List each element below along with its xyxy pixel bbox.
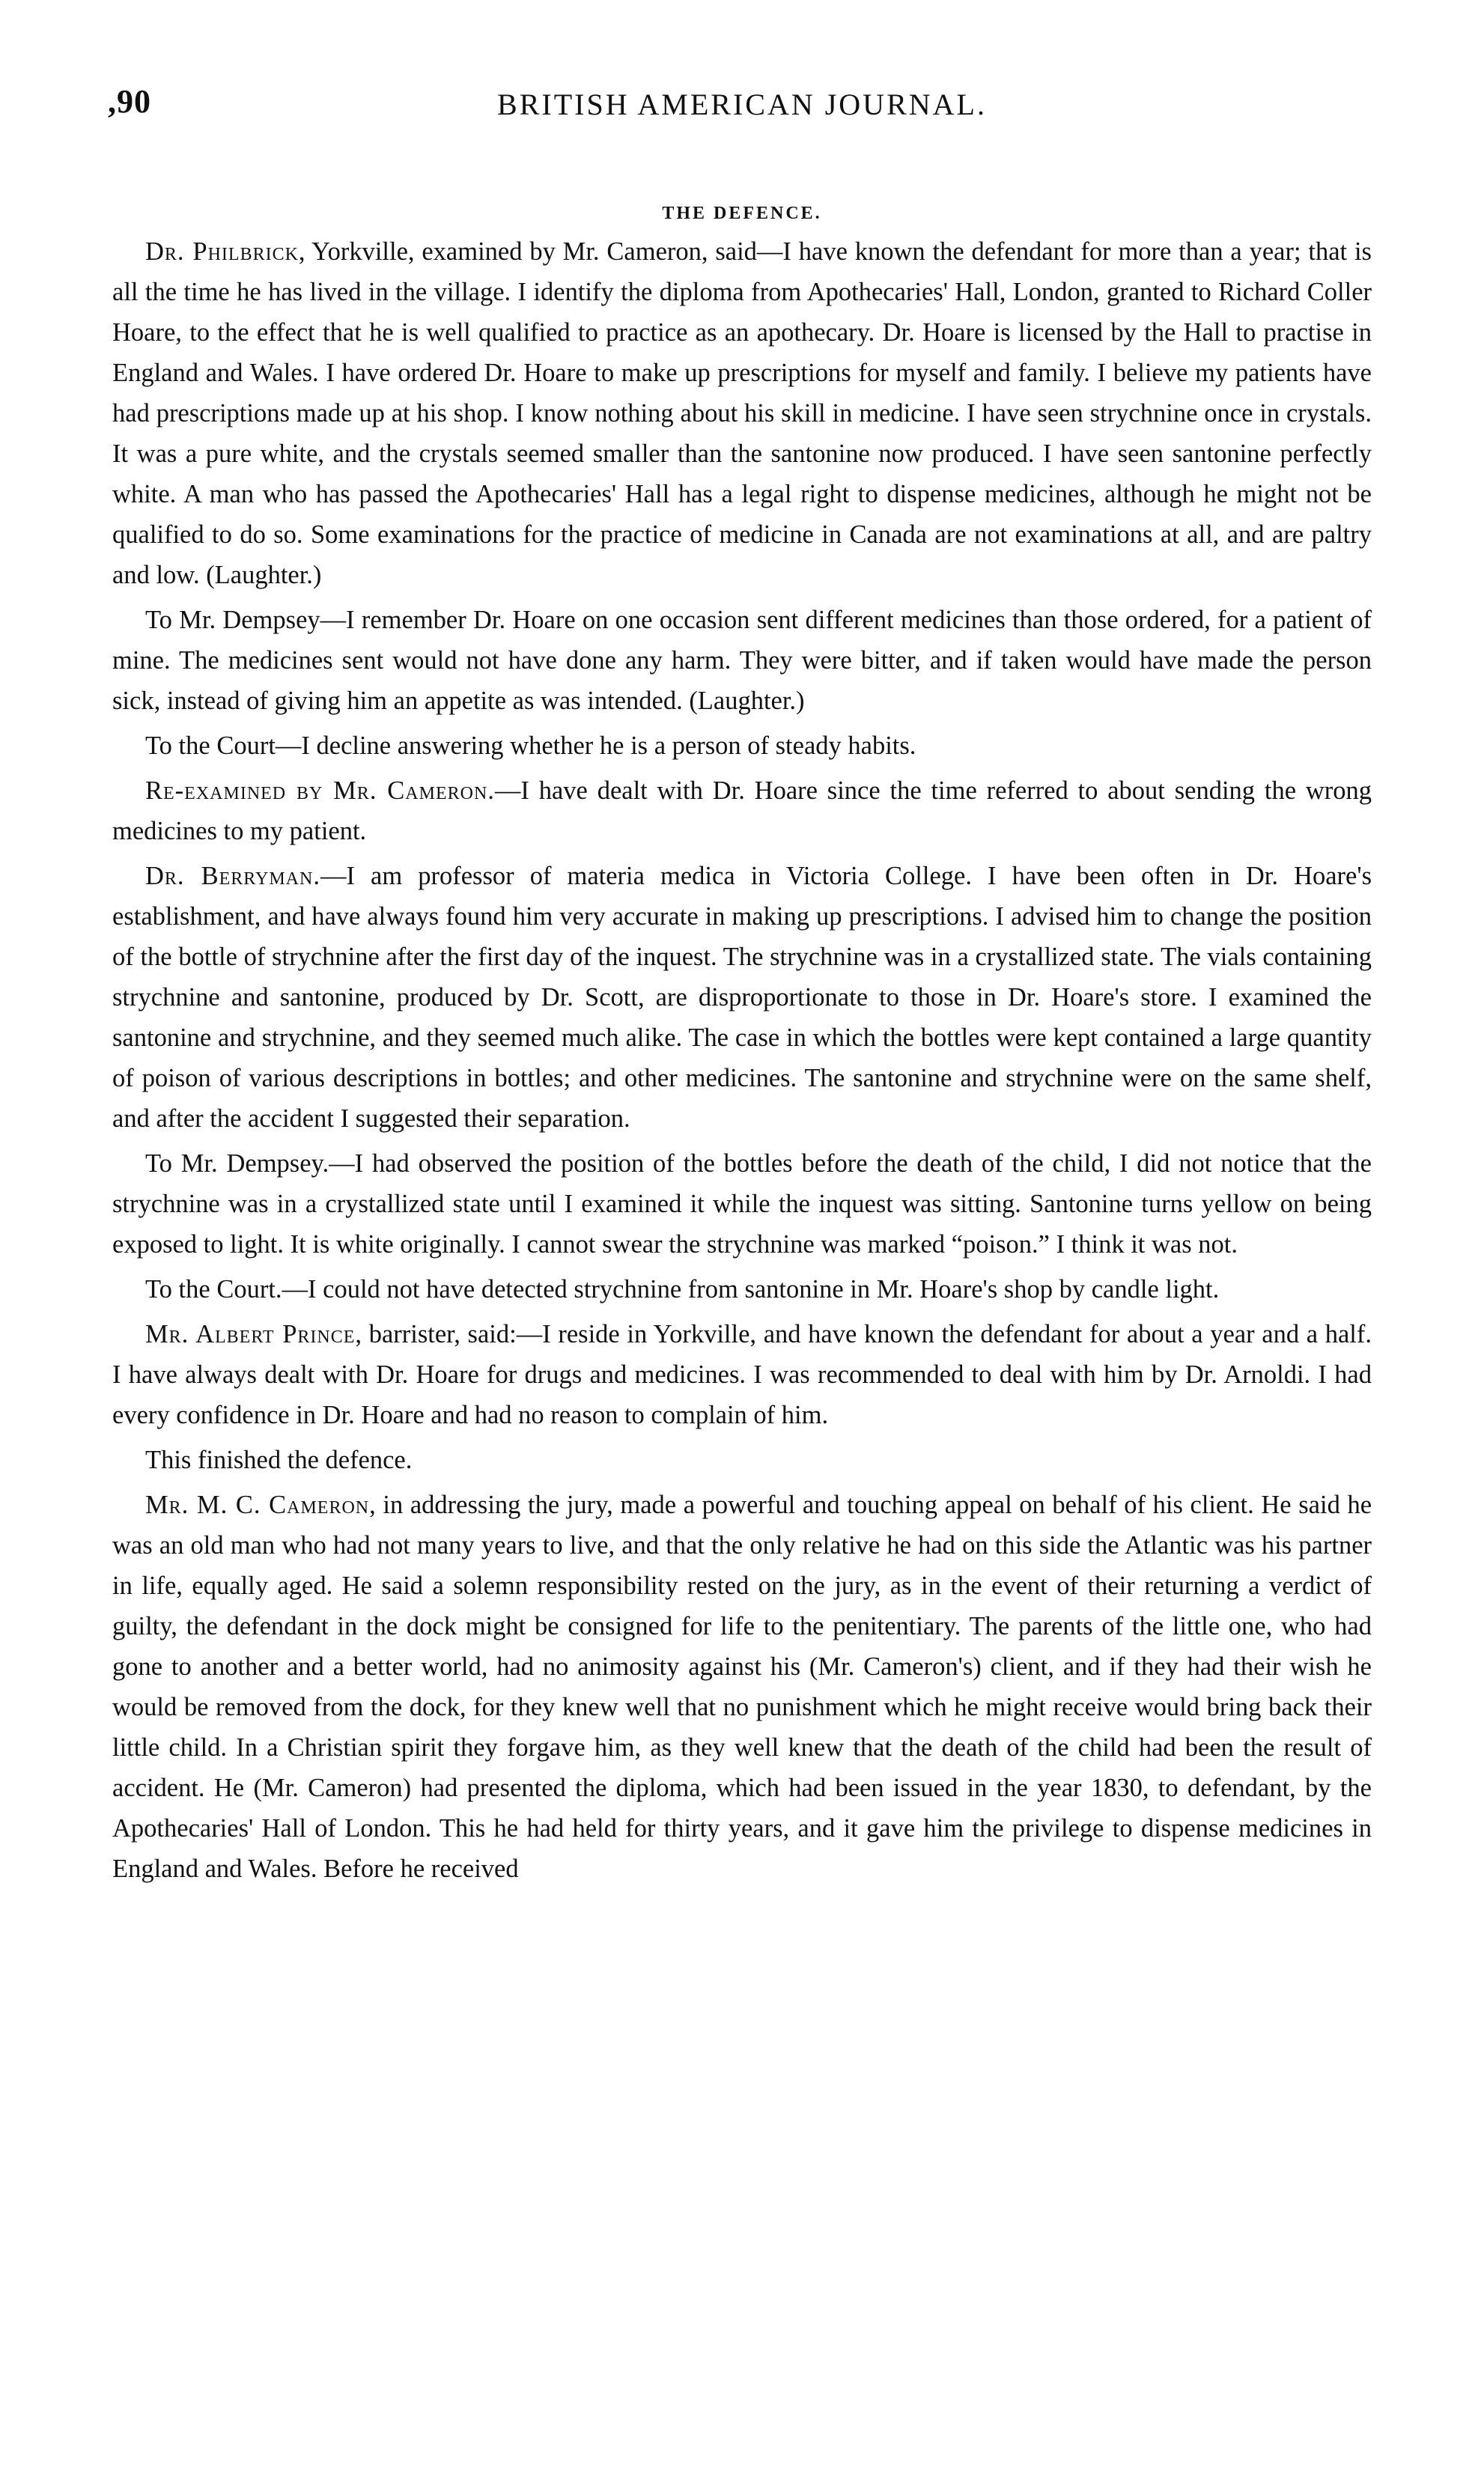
journal-title: BRITISH AMERICAN JOURNAL. [497,88,987,121]
paragraph-court-candle-light [112,1269,1372,1309]
paragraph-reexamined [112,770,1372,851]
paragraph-court-question [112,726,1372,766]
speaker-name: Mr. Albert Prince [145,1320,356,1348]
paragraph-text: To the Court.—I could not have detected strychnine from santonine in Mr. Hoare's shop by candle light. [145,1275,1220,1304]
section-title: THE DEFENCE. [662,204,822,223]
paragraph-defence-finished [112,1440,1372,1480]
paragraph-berryman [112,856,1372,1139]
paragraph-text: , Yorkville, examined by Mr. Cameron, said—I have known the defendant for more than a year; that is all the time he has lived in the village. I identify the diploma from Apothecaries' Hall, London, granted to Richard Coller Hoare, to the effect that he is well qualified to practice as an apothecary. Dr. Hoare is licensed by the Hall to practise in England and Wales. I have ordered Dr. Hoare to make up prescriptions for myself and family. I believe my patients have had prescriptions made up at his shop. I know nothing about his skill in medicine. I have seen strychnine once in crystals. It was a pure white, and the crystals seemed smaller than the santonine now produced. I have seen santonine perfectly white. A man who has passed the Apothecaries' Hall has a legal right to dispense medicines, although he might not be qualified to do so. Some examinations for the practice of medicine in Canada are not examinations at all, and are paltry and low. (Laughter.) [112,237,1372,589]
paragraph-text: —I am professor of materia medica in Victoria College. I have been often in Dr. Hoare's establishment, and have always found him very accurate in making up prescriptions. I advised him to change the position of the bottle of strychnine after the first day of the inquest. The strychnine was in a crystallized state. The vials containing strychnine and santonine, produced by Dr. Scott, are disproportionate to those in Dr. Hoare's store. I examined the santonine and strychnine, and they seemed much alike. The case in which the bottles were kept contained a large quantity of poison of various descriptions in bottles; and other medicines. The santonine and strychnine were on the same shelf, and after the accident I suggested their separation. [112,862,1372,1133]
speaker-name: Dr. Philbrick [145,237,299,266]
paragraph-dempsey-berryman [112,1143,1372,1265]
paragraph-text: , barrister, said:—I reside in Yorkville, and have known the defendant for about a year and a half. I have always dealt with Dr. Hoare for drugs and medicines. I was recommended to deal with him by Dr. Arnoldi. I had every confidence in Dr. Hoare and had no reason to complain of him. [112,1320,1372,1429]
paragraph-cameron-address [112,1485,1372,1889]
speaker-name: Mr. M. C. Cameron [145,1491,370,1519]
page-number: ,90 [108,83,151,120]
paragraph-text: , in addressing the jury, made a powerful and touching appeal on behalf of his client. He said he was an old man who had not many years to live, and that the only relative he had on this side the Atlantic was his partner in life, equally aged. He said a solemn responsibility rested on the jury, as in the event of their returning a verdict of guilty, the defendant in the dock might be consigned for life to the penitentiary. The parents of the little one, who had gone to another and a better world, had no animosity against his (Mr. Cameron's) client, and if they had their wish he would be removed from the dock, for they knew well that no punishment which he might receive would bring back their little child. In a Christian spirit they forgave him, as they well knew that the death of the child had been the result of accident. He (Mr. Cameron) had presented the diploma, which had been issued in the year 1830, to defendant, by the Apothecaries' Hall of London. This he had held for thirty years, and it gave him the privilege to dispense medicines in England and Wales. Before he received [112,1491,1372,1883]
speaker-name: Re-examined by Mr. Cameron. [145,776,495,805]
paragraph-text: This finished the defence. [145,1446,413,1474]
paragraph-text: —I have dealt with Dr. Hoare since the time referred to about sending the wrong medicines to my patient. [112,776,1372,845]
paragraph-text: To Mr. Dempsey.—I had observed the position of the bottles before the death of the child, I did not notice that the strychnine was in a crystallized state until I examined it while the inquest was sitting. Santonine turns yellow on being exposed to light. It is white originally. I cannot swear the strychnine was marked “poison.” I think it was not. [112,1149,1372,1259]
speaker-name: Dr. Berryman. [145,862,320,890]
paragraph-dempsey-cross [112,600,1372,721]
paragraph-text: To Mr. Dempsey—I remember Dr. Hoare on one occasion sent different medicines than those ordered, for a patient of mine. The medicines sent would not have done any harm. They were bitter, and if taken would have made the person sick, instead of giving him an appetite as was intended. (Laughter.) [112,606,1372,715]
paragraph-prince [112,1314,1372,1435]
paragraph-text: To the Court—I decline answering whether he is a person of steady habits. [145,731,916,760]
body-text [112,231,1372,1889]
paragraph-philbrick [112,231,1372,595]
running-head [108,82,1372,135]
